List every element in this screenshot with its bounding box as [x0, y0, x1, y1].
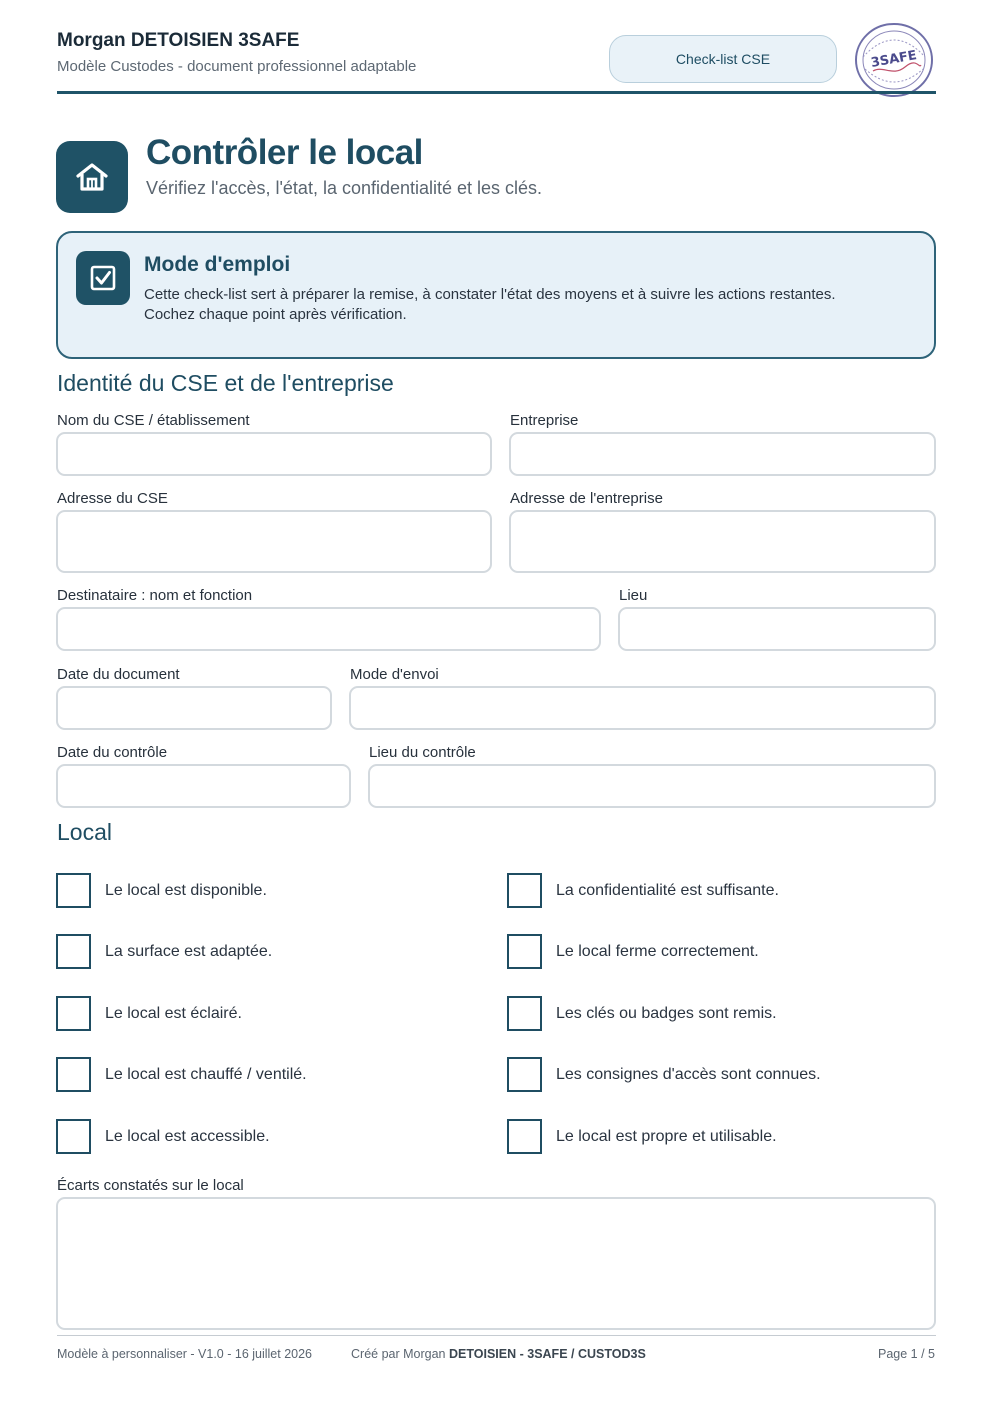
- checklist-label: Les consignes d'accès sont connues.: [556, 1065, 821, 1083]
- company-address-field[interactable]: [509, 510, 936, 573]
- document-type-badge: [609, 35, 837, 83]
- send-mode-field[interactable]: [349, 686, 936, 730]
- badge-label: Check-list CSE: [675, 51, 771, 67]
- checkbox[interactable]: [507, 996, 542, 1031]
- checklist-item[interactable]: [56, 1057, 307, 1092]
- recipient-label: Destinataire : nom et fonction: [57, 587, 253, 604]
- company-seal-logo: [853, 21, 935, 99]
- checklist-label: Le local est accessible.: [105, 1127, 270, 1145]
- cse-name-label: Nom du CSE / établissement: [57, 412, 250, 429]
- seal-text: 3SAFE: [869, 48, 918, 71]
- header-subtitle: Modèle Custodes - document professionnel adaptable: [57, 58, 417, 75]
- footer-credits: [351, 1347, 646, 1361]
- checklist-label: Les clés ou badges sont remis.: [556, 1004, 777, 1022]
- instructions-line-1: Cette check-list sert à préparer la remise, à constater l'état des moyens et à suivre les actions restantes.: [144, 286, 836, 303]
- gaps-label: Écarts constatés sur le local: [57, 1177, 244, 1194]
- checklist-item[interactable]: [56, 873, 267, 908]
- footer-credits-prefix: Créé par Morgan: [351, 1347, 446, 1361]
- footer-credits-bold: DETOISIEN - 3SAFE / CUSTOD3S: [448, 1347, 646, 1361]
- checklist-label: Le local est éclairé.: [105, 1004, 242, 1022]
- doc-date-field[interactable]: [56, 686, 332, 730]
- checkbox[interactable]: [56, 934, 91, 969]
- checklist-item[interactable]: [507, 1119, 777, 1154]
- checklist-label: Le local est propre et utilisable.: [556, 1127, 777, 1145]
- cse-address-label: Adresse du CSE: [57, 490, 168, 507]
- cse-name-field[interactable]: [56, 432, 492, 476]
- check-date-field[interactable]: [56, 764, 351, 808]
- check-date-label: Date du contrôle: [57, 744, 168, 761]
- checklist-item[interactable]: [56, 996, 242, 1031]
- doc-date-label: Date du document: [57, 666, 180, 683]
- checkbox[interactable]: [56, 1119, 91, 1154]
- instructions-text: [144, 285, 924, 325]
- local-section-title: Local: [57, 819, 112, 845]
- checkbox-icon: [76, 251, 130, 305]
- send-mode-label: Mode d'envoi: [350, 666, 439, 683]
- checkbox[interactable]: [56, 873, 91, 908]
- footer-page-number: Page 1 / 5: [878, 1347, 935, 1361]
- gaps-textarea[interactable]: [56, 1197, 936, 1330]
- footer-divider: [57, 1335, 936, 1336]
- checklist-label: La confidentialité est suffisante.: [556, 881, 779, 899]
- instructions-line-2: Cochez chaque point après vérification.: [144, 306, 407, 323]
- checklist-item[interactable]: [507, 873, 779, 908]
- checklist-item[interactable]: [507, 1057, 821, 1092]
- identity-section-title: Identité du CSE et de l'entreprise: [57, 370, 394, 396]
- checklist-item[interactable]: [56, 1119, 270, 1154]
- checkbox[interactable]: [507, 934, 542, 969]
- checklist-item[interactable]: [507, 996, 777, 1031]
- company-label: Entreprise: [510, 412, 579, 429]
- checkbox[interactable]: [56, 1057, 91, 1092]
- checklist-label: Le local est disponible.: [105, 881, 267, 899]
- checklist-item[interactable]: [507, 934, 759, 969]
- recipient-field[interactable]: [56, 607, 601, 651]
- check-place-field[interactable]: [368, 764, 936, 808]
- checklist-label: Le local ferme correctement.: [556, 942, 759, 960]
- house-icon: [56, 141, 128, 213]
- author-name: Morgan DETOISIEN 3SAFE: [57, 30, 300, 51]
- checklist-item[interactable]: [56, 934, 272, 969]
- checkbox[interactable]: [507, 873, 542, 908]
- company-address-label: Adresse de l'entreprise: [510, 490, 663, 507]
- page-title: Contrôler le local: [146, 133, 423, 172]
- checkbox[interactable]: [56, 996, 91, 1031]
- instructions-title: Mode d'emploi: [144, 253, 291, 276]
- cse-address-field[interactable]: [56, 510, 492, 573]
- check-place-label: Lieu du contrôle: [369, 744, 476, 761]
- checklist-label: La surface est adaptée.: [105, 942, 273, 960]
- place-label: Lieu: [619, 587, 648, 604]
- header-divider: [57, 91, 936, 94]
- checkbox[interactable]: [507, 1119, 542, 1154]
- checklist-label: Le local est chauffé / ventilé.: [105, 1065, 307, 1083]
- checkbox[interactable]: [507, 1057, 542, 1092]
- instructions-panel: [56, 231, 936, 359]
- company-field[interactable]: [509, 432, 936, 476]
- page-subtitle: Vérifiez l'accès, l'état, la confidentialité et les clés.: [146, 178, 543, 198]
- place-field[interactable]: [618, 607, 936, 651]
- footer-version: Modèle à personnaliser - V1.0 - 16 juillet 2026: [57, 1347, 313, 1361]
